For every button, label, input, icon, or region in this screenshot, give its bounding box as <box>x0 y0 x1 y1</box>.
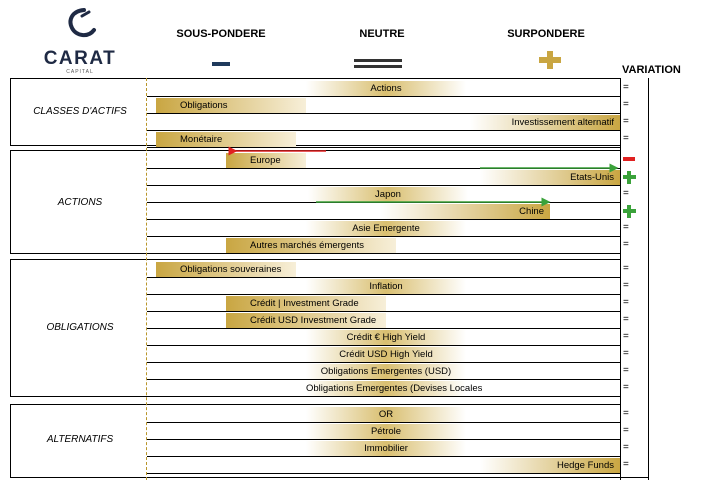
section-label-classes: CLASSES D'ACTIFS <box>33 106 127 117</box>
variation-mark: = <box>623 459 629 470</box>
bar-label-or: OR <box>378 409 394 420</box>
variation-mark: = <box>623 331 629 342</box>
bar-label-cr-dit-investment-grade: Crédit | Investment Grade <box>250 298 359 309</box>
header-variation: VARIATION <box>622 64 681 76</box>
variation-mark: = <box>623 365 629 376</box>
logo-name: CARAT <box>43 48 117 69</box>
variation-mark: = <box>623 297 629 308</box>
bar-label-inflation: Inflation <box>369 281 403 292</box>
section-label-actions: ACTIONS <box>57 197 103 208</box>
variation-mark: = <box>623 133 629 144</box>
bar-label-obligations-emergentes-usd: Obligations Emergentes (USD) <box>320 366 452 377</box>
variation-mark: = <box>623 425 629 436</box>
bar-label-obligations-emergentes-devises-locales: Obligations Emergentes (Devises Locales <box>306 383 483 394</box>
bar-label-autres-march-s-mergents: Autres marchés émergents <box>250 240 365 251</box>
bar-label-asie-emergente: Asie Emergente <box>352 223 420 234</box>
bar-label-obligations: Obligations <box>180 100 228 111</box>
variation-mark: = <box>623 116 629 127</box>
variation-mark: = <box>623 382 629 393</box>
bar-label-cr-dit-usd-investment-grade: Crédit USD Investment Grade <box>250 315 377 326</box>
bar-label-obligations-souveraines: Obligations souveraines <box>180 264 282 275</box>
variation-mark: = <box>623 408 629 419</box>
variation-mark: = <box>623 239 629 250</box>
bar-label-cr-dit-high-yield: Crédit € High Yield <box>346 332 426 343</box>
bar-label-actions: Actions <box>370 83 402 94</box>
section-label-obligations: OBLIGATIONS <box>46 322 114 333</box>
variation-mark: = <box>623 348 629 359</box>
variation-mark: = <box>623 263 629 274</box>
bar-label-cr-dit-usd-high-yield: Crédit USD High Yield <box>339 349 433 360</box>
bar-label-immobilier: Immobilier <box>364 443 408 454</box>
variation-mark: = <box>623 442 629 453</box>
bar-label-mon-taire: Monétaire <box>180 134 223 145</box>
bar-label-p-trole: Pétrole <box>370 426 402 437</box>
variation-mark: = <box>623 314 629 325</box>
bar-label-japon: Japon <box>375 189 401 200</box>
variation-mark: = <box>623 99 629 110</box>
variation-mark: = <box>623 280 629 291</box>
logo-subtitle: CAPITAL <box>66 69 94 75</box>
bar-label-etats-unis: Etats-Unis <box>570 172 614 183</box>
variation-mark: = <box>623 222 629 233</box>
section-label-alternatifs: ALTERNATIFS <box>46 434 114 445</box>
bar-label-chine: Chine <box>519 206 544 217</box>
bar-label-hedge-funds: Hedge Funds <box>556 460 614 471</box>
header-surpondere: SURPONDERE <box>507 28 585 40</box>
variation-mark: = <box>623 188 629 199</box>
bar-label-europe: Europe <box>250 155 281 166</box>
header-neutre: NEUTRE <box>359 28 405 40</box>
variation-mark: = <box>623 82 629 93</box>
bar-label-investissement-alternatif: Investissement alternatif <box>511 117 614 128</box>
header-sous-pondere: SOUS-PONDERE <box>176 28 266 40</box>
